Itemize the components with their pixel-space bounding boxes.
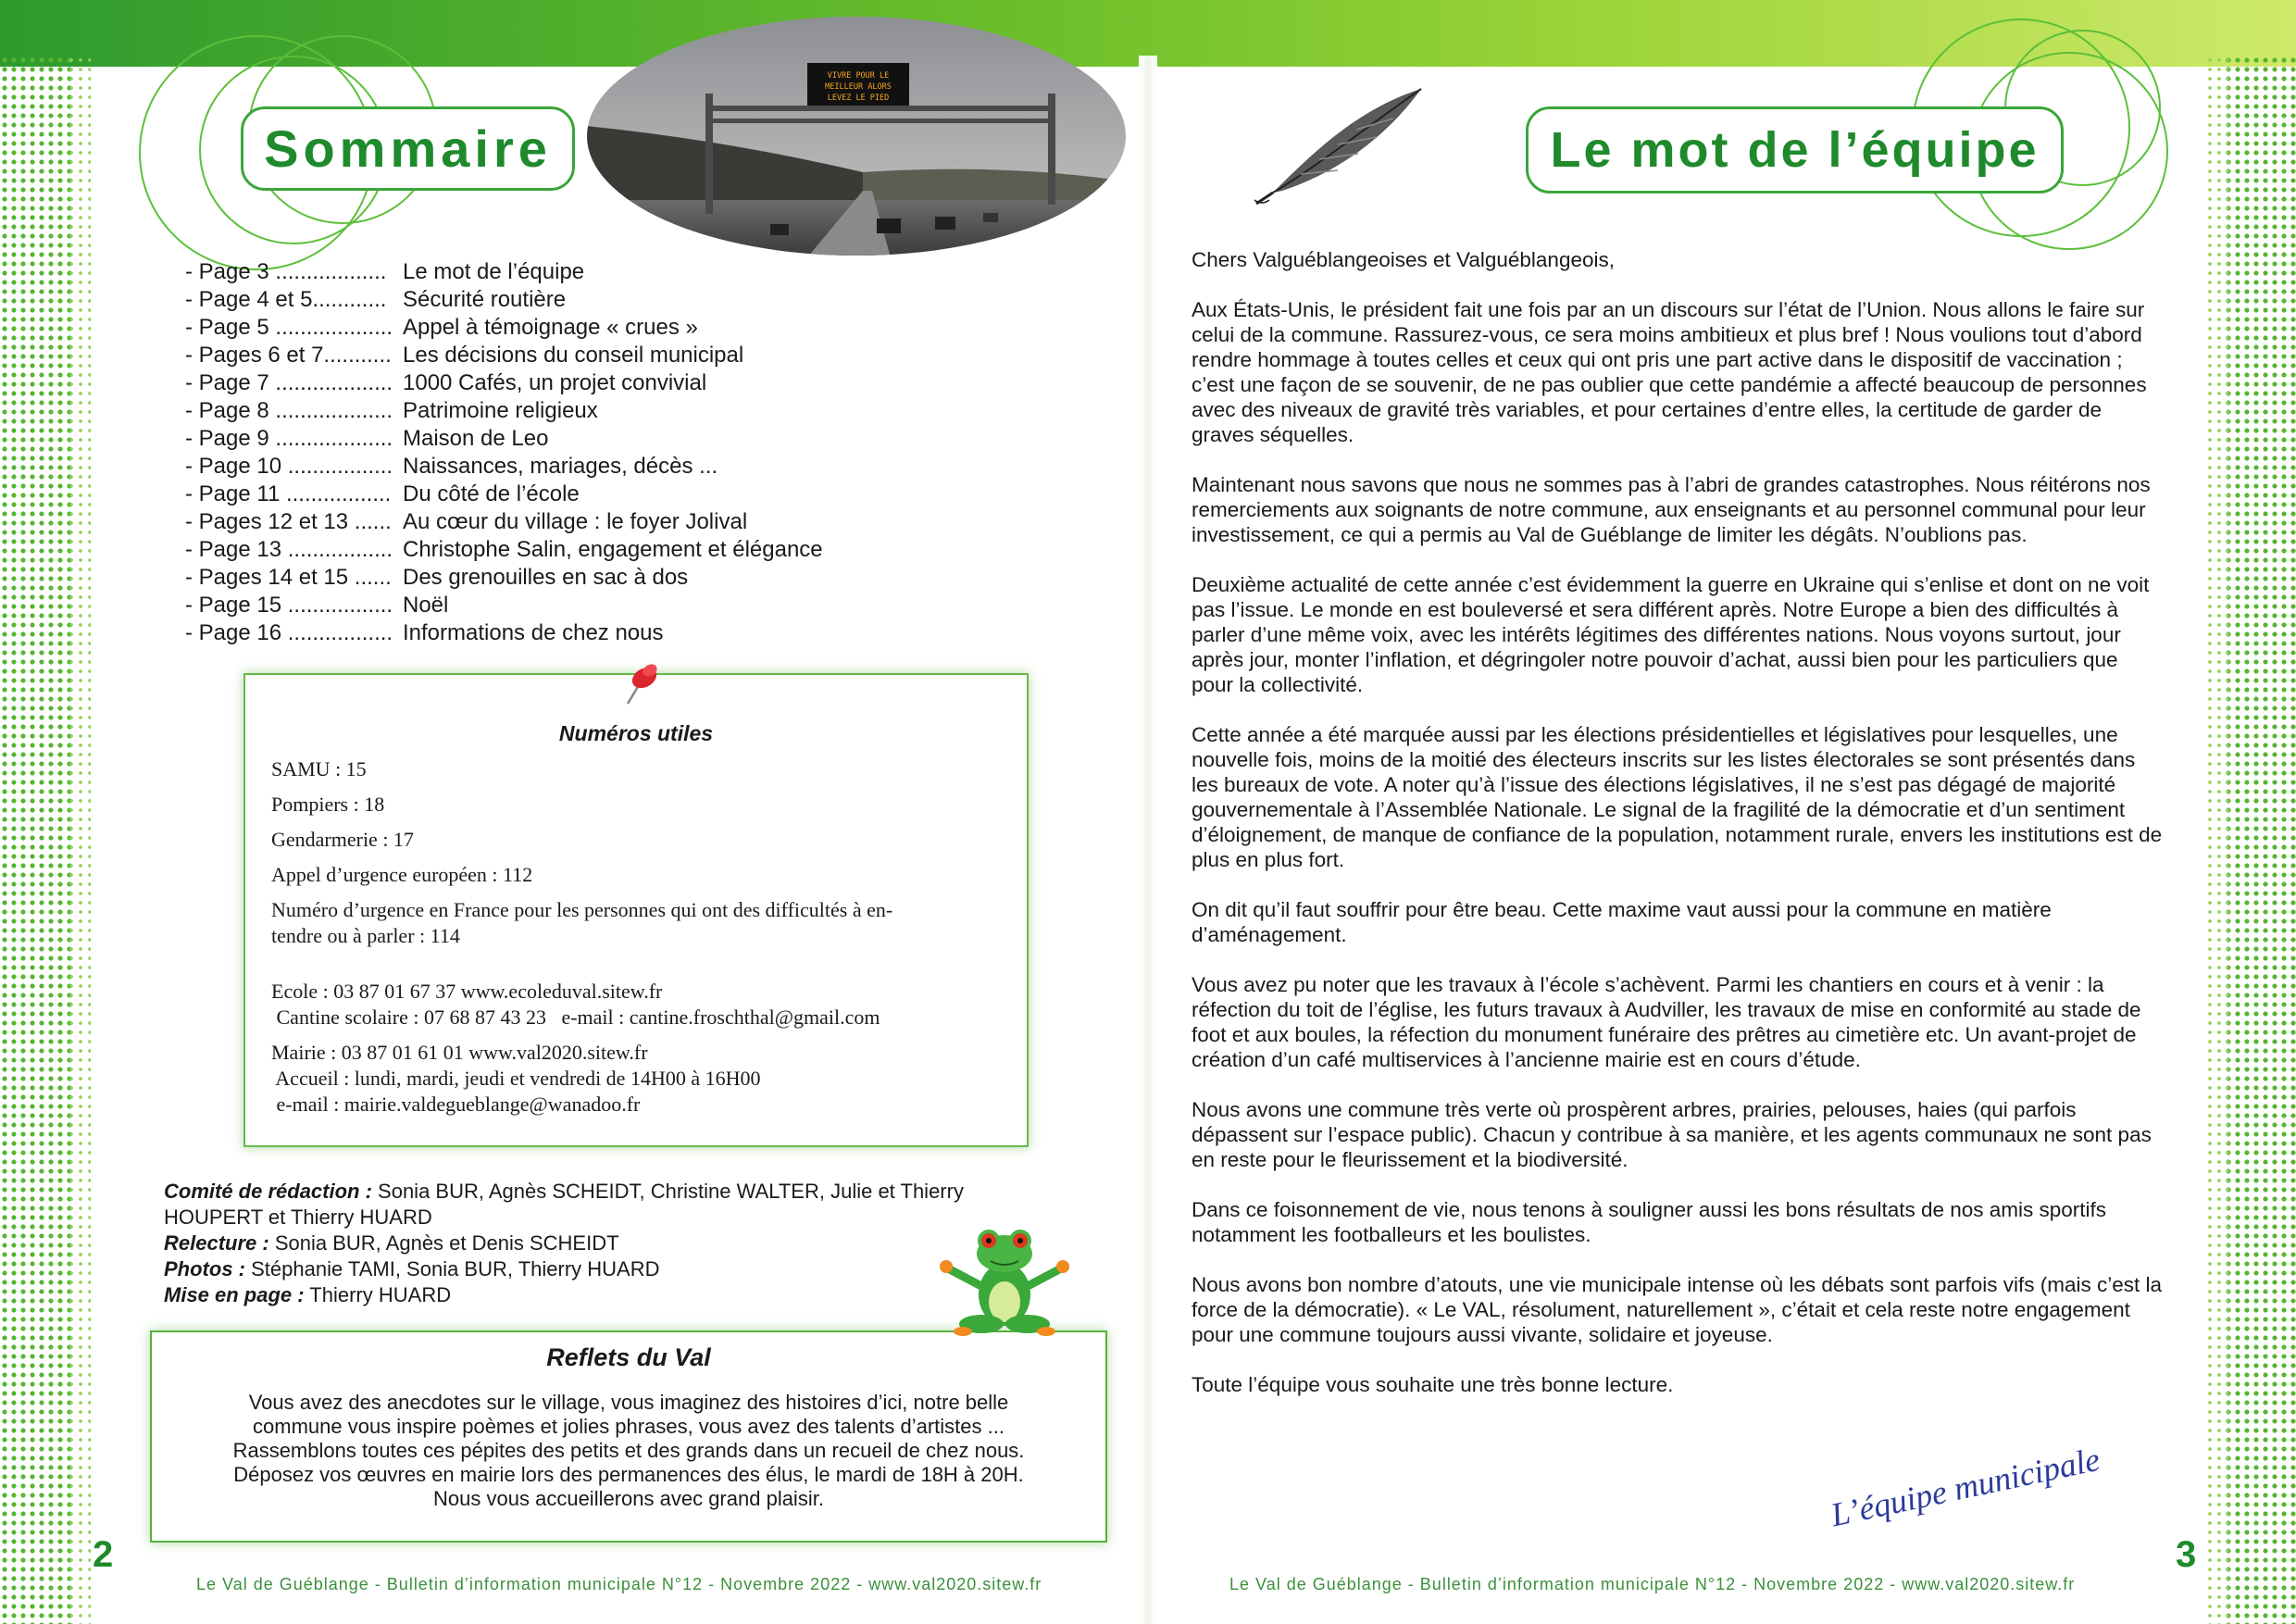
- article-paragraph: Maintenant nous savons que nous ne sommes pas à l’abri de grandes catastrophes. Nous réitérons nos remerciements aux soignants de notre commune, aux enseignants et au personnel communal pour leur investissement, ce qui a permis au Val de Guéblange de limiter les dégâts. N’oublions pas.: [1192, 473, 2151, 546]
- toc-entry: [185, 342, 1018, 369]
- toc-topic: Naissances, mariages, décès ...: [403, 454, 718, 479]
- toc-entry: [185, 564, 1018, 592]
- reflets-line: Vous avez des anecdotes sur le village, vous imaginez des histoires d’ici, notre belle: [248, 1391, 1009, 1414]
- numero-line: Accueil : lundi, mardi, jeudi et vendredi de 14H00 à 16H00: [271, 1067, 761, 1090]
- article-paragraph: Chers Valguéblangeoises et Valguéblangeois,: [1192, 248, 1615, 271]
- toc-page: - Page 15 .................: [185, 593, 393, 618]
- numero-line: Cantine scolaire : 07 68 87 43 23 e-mail : cantine.froschthal@gmail.com: [271, 1006, 880, 1029]
- toc-topic: Informations de chez nous: [403, 620, 664, 645]
- footer-left: Le Val de Guéblange - Bulletin d’information municipale N°12 - Novembre 2022 - www.val2020.sitew.fr: [196, 1575, 1042, 1593]
- page-gutter: [1139, 56, 1157, 1624]
- toc-topic: Du côté de l’école: [403, 481, 580, 506]
- article-paragraph: Aux États-Unis, le président fait une fois par an un discours sur l’état de l’Union. Nous allons le faire sur celui de la commune. Rassurez-vous, ce sera moins ambitieux et plus bref ! Nous voulions tout d’abord rendre hommage à toutes celles et ceux qui ont pris une part active dans le dispositif de vaccination ; c’est une façon de se souvenir, de ne pas oublier que cette pandémie a affecté beaucoup de personnes avec des niveaux de gravité très variables, et pour certaines d’entre elles, la certitude de garder de graves séquelles.: [1192, 298, 2147, 446]
- table-of-contents: [185, 258, 1018, 647]
- toc-page: - Page 3 ..................: [185, 259, 387, 284]
- toc-page: - Page 7 ...................: [185, 370, 393, 395]
- numero-line: Ecole : 03 87 01 67 37 www.ecoleduval.sitew.fr: [271, 980, 663, 1003]
- numero-line: e-mail : mairie.valdegueblange@wanadoo.fr: [271, 1093, 641, 1116]
- credit-text: Sonia BUR, Agnès SCHEIDT, Christine WALTER, Julie et Thierry: [371, 1180, 964, 1203]
- toc-entry: [185, 536, 1018, 564]
- toc-topic: Christophe Salin, engagement et élégance: [403, 537, 823, 562]
- left-dot-border-inner: [67, 56, 91, 1624]
- toc-topic: Noël: [403, 593, 449, 618]
- footer-right: Le Val de Guéblange - Bulletin d’information municipale N°12 - Novembre 2022 - www.val2020.sitew.fr: [1229, 1575, 2076, 1593]
- sommaire-title: Sommaire: [241, 106, 575, 191]
- right-dot-border-inner: [2205, 56, 2229, 1624]
- toc-page: - Pages 14 et 15 ......: [185, 565, 392, 590]
- toc-topic: Le mot de l’équipe: [403, 259, 585, 284]
- toc-page: - Pages 12 et 13 ......: [185, 509, 392, 534]
- toc-page: - Page 16 .................: [185, 620, 393, 645]
- credit-label: Photos :: [164, 1257, 245, 1280]
- credit-text: Stéphanie TAMI, Sonia BUR, Thierry HUARD: [245, 1257, 660, 1280]
- push-pin-icon: [618, 659, 661, 707]
- credit-text: Sonia BUR, Agnès et Denis SCHEIDT: [268, 1231, 619, 1255]
- article-paragraph: Cette année a été marquée aussi par les élections présidentielles et législatives pour lesquelles, une nouvelle fois, moins de la moitié des électeurs inscrits sur les listes électorales se sont présentés dans les bureaux de vote. A noter qu’à l’issue des élections législatives, il ne s’est pas dégagé de majorité gouvernementale à l’Assemblée Nationale. Le signal de la fragilité de la démocratie et d’un sentiment d’éloignement, de manque de confiance de la population, notamment rurale, envers les institutions est de plus en plus fort.: [1192, 723, 2163, 871]
- reflets-line: Rassemblons toutes ces pépites des petits et des grands dans un recueil de chez nous.: [232, 1439, 1025, 1462]
- toc-entry: [185, 314, 1018, 342]
- toc-entry: [185, 481, 1018, 508]
- reflets-du-val-box: [150, 1330, 1107, 1543]
- toc-page: - Page 4 et 5............: [185, 287, 387, 312]
- numero-line: tendre ou à parler : 114: [271, 924, 460, 947]
- reflets-line: Déposez vos œuvres en mairie lors des permanences des élus, le mardi de 18H à 20H.: [233, 1463, 1024, 1486]
- reflets-title: Reflets du Val: [546, 1343, 711, 1371]
- highway-photo: [585, 15, 1128, 257]
- toc-page: - Page 13 .................: [185, 537, 393, 562]
- toc-topic: Au cœur du village : le foyer Jolival: [403, 509, 748, 534]
- article-paragraph: Toute l’équipe vous souhaite une très bonne lecture.: [1192, 1373, 1674, 1396]
- page-number-left: 2: [93, 1534, 114, 1575]
- toc-topic: Les décisions du conseil municipal: [403, 343, 744, 368]
- frog-icon: [935, 1220, 1074, 1343]
- toc-page: - Pages 6 et 7...........: [185, 343, 392, 368]
- toc-page: - Page 5 ...................: [185, 315, 393, 340]
- toc-entry: [185, 397, 1018, 425]
- credit-text: Thierry HUARD: [304, 1283, 452, 1306]
- sign-line-1: VIVRE POUR LE: [827, 71, 890, 81]
- toc-entry: [185, 453, 1018, 481]
- sign-line-2: MEILLEUR ALORS: [825, 82, 892, 92]
- toc-page: - Page 11 .................: [185, 481, 392, 506]
- toc-topic: Sécurité routière: [403, 287, 567, 312]
- toc-topic: Des grenouilles en sac à dos: [403, 565, 689, 590]
- numeros-utiles-title: Numéros utiles: [558, 721, 714, 745]
- article-paragraph: Nous avons une commune très verte où prospèrent arbres, prairies, pelouses, haies (qui parfois dépassent sur l’espace public). Chacun y contribue à sa manière, et les agents communaux ne sont pas en reste pour le fleurissement et la biodiversité.: [1192, 1098, 2152, 1171]
- toc-entry: [185, 508, 1018, 536]
- credit-label: Relecture :: [164, 1231, 269, 1255]
- toc-page: - Page 8 ...................: [185, 398, 393, 423]
- toc-entry: [185, 425, 1018, 453]
- numero-line: Numéro d’urgence en France pour les personnes qui ont des difficultés à en-: [271, 898, 893, 921]
- article-paragraph: Deuxième actualité de cette année c’est évidemment la guerre en Ukraine qui s’enlise et dont on ne voit pas l’issue. Le monde en est bouleversé et sera différent après. Notre Europe a bien des difficultés à parler d’une même voix, avec les intérêts légitimes des différentes nations. Nous voyons surtout, jour après jour, monter l’inflation, et dégringoler notre pouvoir d’achat, aussi bien pour les particuliers que pour la collectivité.: [1192, 573, 2150, 696]
- credits-block: [164, 1179, 1016, 1308]
- right-dot-border: [2224, 56, 2296, 1624]
- toc-page: - Page 9 ...................: [185, 426, 393, 451]
- article-paragraph: Dans ce foisonnement de vie, nous tenons à souligner aussi les bons résultats de nos amis sportifs notamment les footballeurs et les boulistes.: [1192, 1198, 2107, 1246]
- numero-line: Gendarmerie : 17: [271, 828, 414, 851]
- toc-entry: [185, 619, 1018, 647]
- signature: L’équipe municipale: [1828, 1440, 2103, 1534]
- numero-line: SAMU : 15: [271, 757, 367, 781]
- toc-entry: [185, 258, 1018, 286]
- credit-label: Mise en page :: [164, 1283, 305, 1306]
- quill-feather-icon: [1245, 81, 1430, 206]
- credit-label: Comité de rédaction :: [164, 1180, 372, 1203]
- toc-topic: Patrimoine religieux: [403, 398, 598, 423]
- numero-line: Pompiers : 18: [271, 793, 385, 816]
- credit-text: HOUPERT et Thierry HUARD: [164, 1206, 432, 1229]
- reflets-line: commune vous inspire poèmes et jolies phrases, vous avez des talents d’artistes ...: [253, 1415, 1004, 1438]
- toc-entry: [185, 592, 1018, 619]
- toc-topic: Maison de Leo: [403, 426, 549, 451]
- toc-topic: Appel à témoignage « crues »: [403, 315, 698, 340]
- article-paragraph: Vous avez pu noter que les travaux à l’école s’achèvent. Parmi les chantiers en cours et à venir : la réfection du toit de l’église, les futurs travaux à Audviller, les travaux de mise en conformité au stade de foot et aux boules, la réfection du monument funéraire des prêtres au cimetière etc. Un avant-projet de création d’un café multiservices à l’ancienne mairie est en cours d’étude.: [1192, 973, 2141, 1071]
- toc-entry: [185, 286, 1018, 314]
- sign-line-3: LEVEZ LE PIED: [827, 94, 890, 103]
- reflets-line: Nous vous accueillerons avec grand plaisir.: [433, 1487, 824, 1510]
- article-paragraph: Nous avons bon nombre d’atouts, une vie municipale intense où les débats sont parfois vifs (mais c’est la force de la démocratie). « Le VAL, résolument, naturellement », c’était et cela reste notre engagement pour une commune toujours aussi vivante, solidaire et joyeuse.: [1192, 1273, 2163, 1346]
- left-dot-border: [0, 56, 72, 1624]
- toc-topic: 1000 Cafés, un projet convivial: [403, 370, 707, 395]
- page-number-right: 3: [2176, 1534, 2197, 1575]
- toc-entry: [185, 369, 1018, 397]
- numero-line: Mairie : 03 87 01 61 01 www.val2020.sitew.fr: [271, 1041, 648, 1064]
- numeros-utiles-box: [243, 673, 1029, 1147]
- numero-line: Appel d’urgence européen : 112: [271, 863, 533, 886]
- article-paragraph: On dit qu’il faut souffrir pour être beau. Cette maxime vaut aussi pour la commune en matière d’aménagement.: [1192, 898, 2052, 946]
- mot-equipe-title: Le mot de l’équipe: [1526, 106, 2064, 194]
- editorial-article: [1192, 247, 2164, 1422]
- toc-page: - Page 10 .................: [185, 454, 393, 479]
